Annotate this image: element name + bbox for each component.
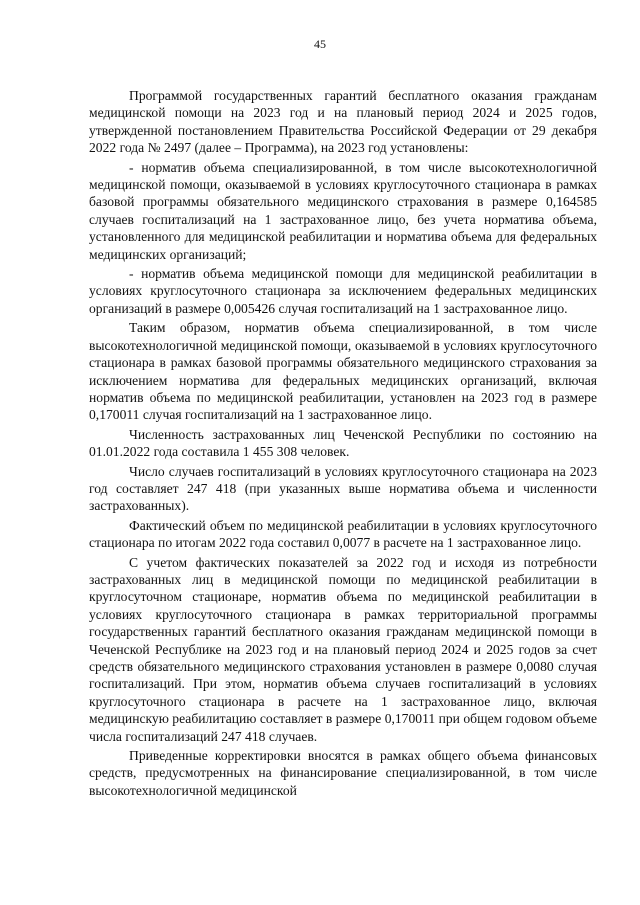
paragraph-norm-rehabilitation: - норматив объема медицинской помощи для медицинской реабилитации в условиях круглосуточного стационара за исключением федеральных медицинских организаций в размере 0,005426 случая госпитализаций на 1 застрахованное лицо. — [89, 266, 597, 316]
paragraph-insured-population: Численность застрахованных лиц Чеченской Республики по состоянию на 01.01.2022 года составила 1 455 308 человек. — [89, 426, 597, 460]
paragraph-actual-rehabilitation: Фактический объем по медицинской реабилитации в условиях круглосуточного стационара по итогам 2022 года составил 0,0077 в расчете на 1 застрахованное лицо. — [89, 517, 597, 551]
paragraph-adjustments: Приведенные корректировки вносятся в рамках общего объема финансовых средств, предусмотренных на финансирование специализированной, в том числе высокотехнологичной медицинской — [89, 748, 597, 798]
page-number: 45 — [314, 37, 326, 51]
paragraph-total-norm: Таким образом, норматив объема специализированной, в том числе высокотехнологичной медицинской помощи, оказываемой в условиях круглосуточного стационара в рамках базовой программы обязательного медицинского страхования за исключением норматива для федеральных медицинских организаций, включая норматив объема по медицинской реабилитации, установлен на 2023 год в размере 0,170011 случая госпитализаций на 1 застрахованное лицо. — [89, 320, 597, 423]
paragraph-norm-specialized-care: - норматив объема специализированной, в том числе высокотехнологичной медицинской помощи, оказываемой в условиях круглосуточного стационара в рамках базовой программы обязательного медицинского страхования в размере 0,164585 случаев госпитализаций на 1 застрахованное лицо, без учета норматива объема, установленного для медицинской реабилитации и норматива объема для федеральных медицинских организаций; — [89, 159, 597, 262]
paragraph-adjusted-norm: С учетом фактических показателей за 2022 год и исходя из потребности застрахованных лиц в медицинской помощи по медицинской реабилитации в круглосуточном стационаре, норматив объема по медицинской реабилитации в условиях круглосуточного стационара в рамках территориальной программы государственных гарантий бесплатного оказания гражданам медицинской помощи в Чеченской Республике на 2023 год и на плановый период 2024 и 2025 годов за счет средств обязательного медицинского страхования установлен в размере 0,0080 случая госпитализаций. При этом, норматив объема случаев госпитализаций в условиях круглосуточного стационара в расчете на 1 застрахованное лицо, включая медицинскую реабилитацию составляет в размере 0,170011 при общем годовом объеме числа госпитализаций 247 418 случаев. — [89, 554, 597, 744]
paragraph-program-intro: Программой государственных гарантий бесплатного оказания гражданам медицинской помощи на 2023 год и на плановый период 2024 и 2025 годов, утвержденной постановлением Правительства Российской Федерации от 29 декабря 2022 года № 2497 (далее – Программа), на 2023 год установлены: — [89, 88, 597, 156]
page-body — [89, 87, 597, 801]
paragraph-hospitalization-count: Число случаев госпитализаций в условиях круглосуточного стационара на 2023 год составляет 247 418 (при указанных выше норматива объема и численности застрахованных). — [89, 463, 597, 514]
